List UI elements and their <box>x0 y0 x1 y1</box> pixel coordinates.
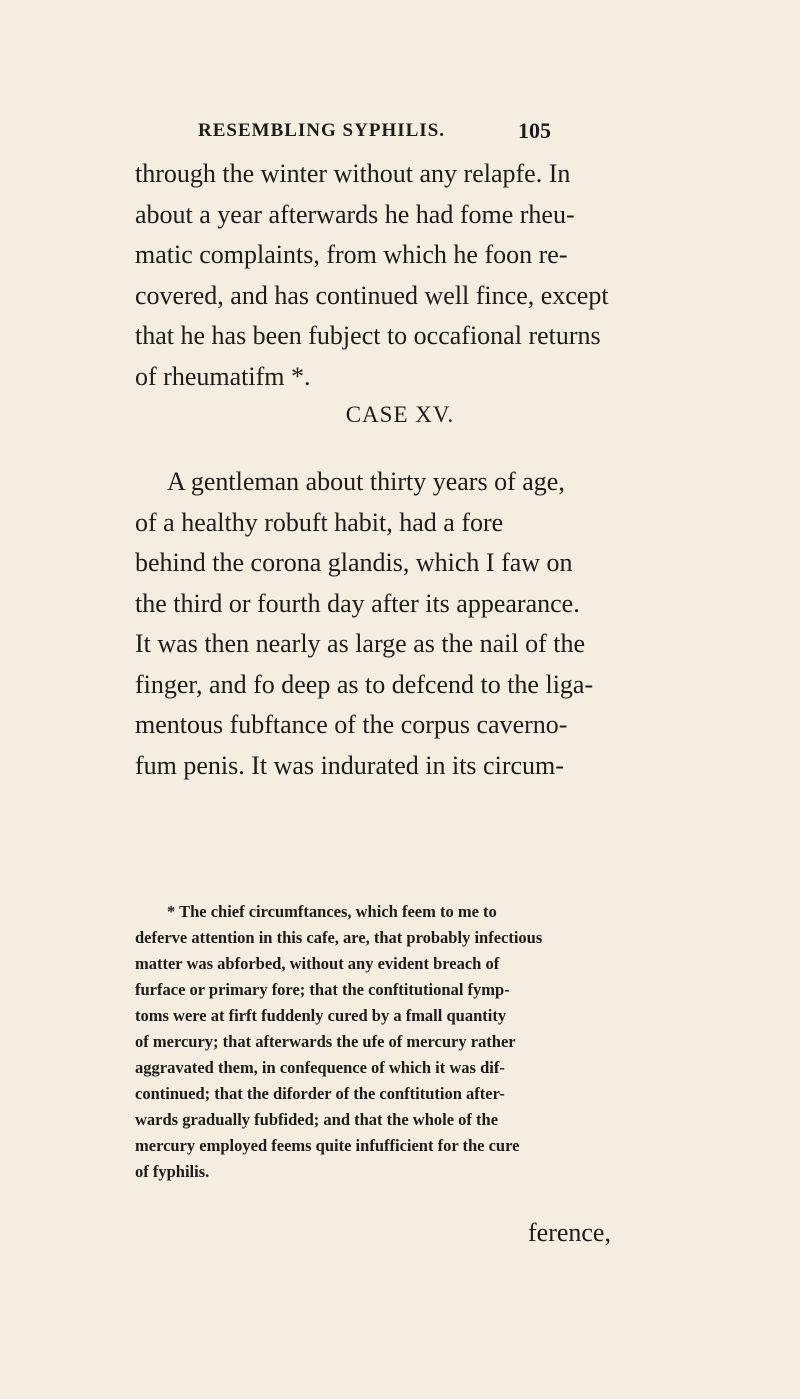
footnote-line: furface or primary fore; that the conftitutional fymp- <box>135 980 510 999</box>
text-line: mentous fubftance of the corpus caverno- <box>135 710 568 739</box>
text-line: about a year afterwards he had fome rheu- <box>135 199 575 229</box>
page-number: 105 <box>518 118 551 143</box>
text-line: of a healthy robuft habit, had a fore <box>135 507 504 537</box>
footnote-line: toms were at firft fuddenly cured by a fmall quantity <box>135 1006 507 1025</box>
footnote-line: wards gradually fubfided; and that the whole of the <box>135 1110 499 1129</box>
text-line: covered, and has continued well fince, except <box>135 280 609 310</box>
text-line: behind the corona glandis, which I faw on <box>135 548 573 577</box>
paragraph-continuation <box>135 154 625 397</box>
text-line: fum penis. It was indurated in its circum- <box>135 750 564 780</box>
footnote-line: of fyphilis. <box>135 1162 210 1181</box>
paragraph-case-xv <box>135 462 625 786</box>
text-line: of rheumatifm *. <box>135 361 311 391</box>
footnote-line: matter was abforbed, without any evident breach of <box>135 954 500 973</box>
text-line: matic complaints, from which he foon re- <box>135 240 568 269</box>
page-header <box>0 118 800 148</box>
footnote-line: of mercury; that afterwards the ufe of mercury rather <box>135 1032 516 1051</box>
text-line: that he has been fubject to occafional returns <box>135 321 601 350</box>
text-line: It was then nearly as large as the nail of the <box>135 629 586 658</box>
case-heading: CASE XV. <box>345 402 455 427</box>
catchword: ference, <box>528 1218 611 1247</box>
running-head: RESEMBLING SYPHILIS. <box>198 120 446 141</box>
footnote-line: mercury employed feems quite infufficient for the cure <box>135 1136 520 1155</box>
footnote-line: * The chief circumftances, which feem to me to <box>167 902 497 921</box>
text-line: finger, and fo deep as to defcend to the liga- <box>135 669 594 699</box>
text-line: through the winter without any relapfe. In <box>135 159 571 188</box>
footnote-line: deferve attention in this cafe, are, that probably infectious <box>135 928 543 947</box>
footnote-line: aggravated them, in confequence of which it was dif- <box>135 1058 505 1077</box>
text-line: the third or fourth day after its appearance. <box>135 588 580 618</box>
footnote <box>135 899 625 1185</box>
footnote-line: continued; that the diforder of the conftitution after- <box>135 1084 505 1103</box>
text-line: A gentleman about thirty years of age, <box>167 467 565 496</box>
